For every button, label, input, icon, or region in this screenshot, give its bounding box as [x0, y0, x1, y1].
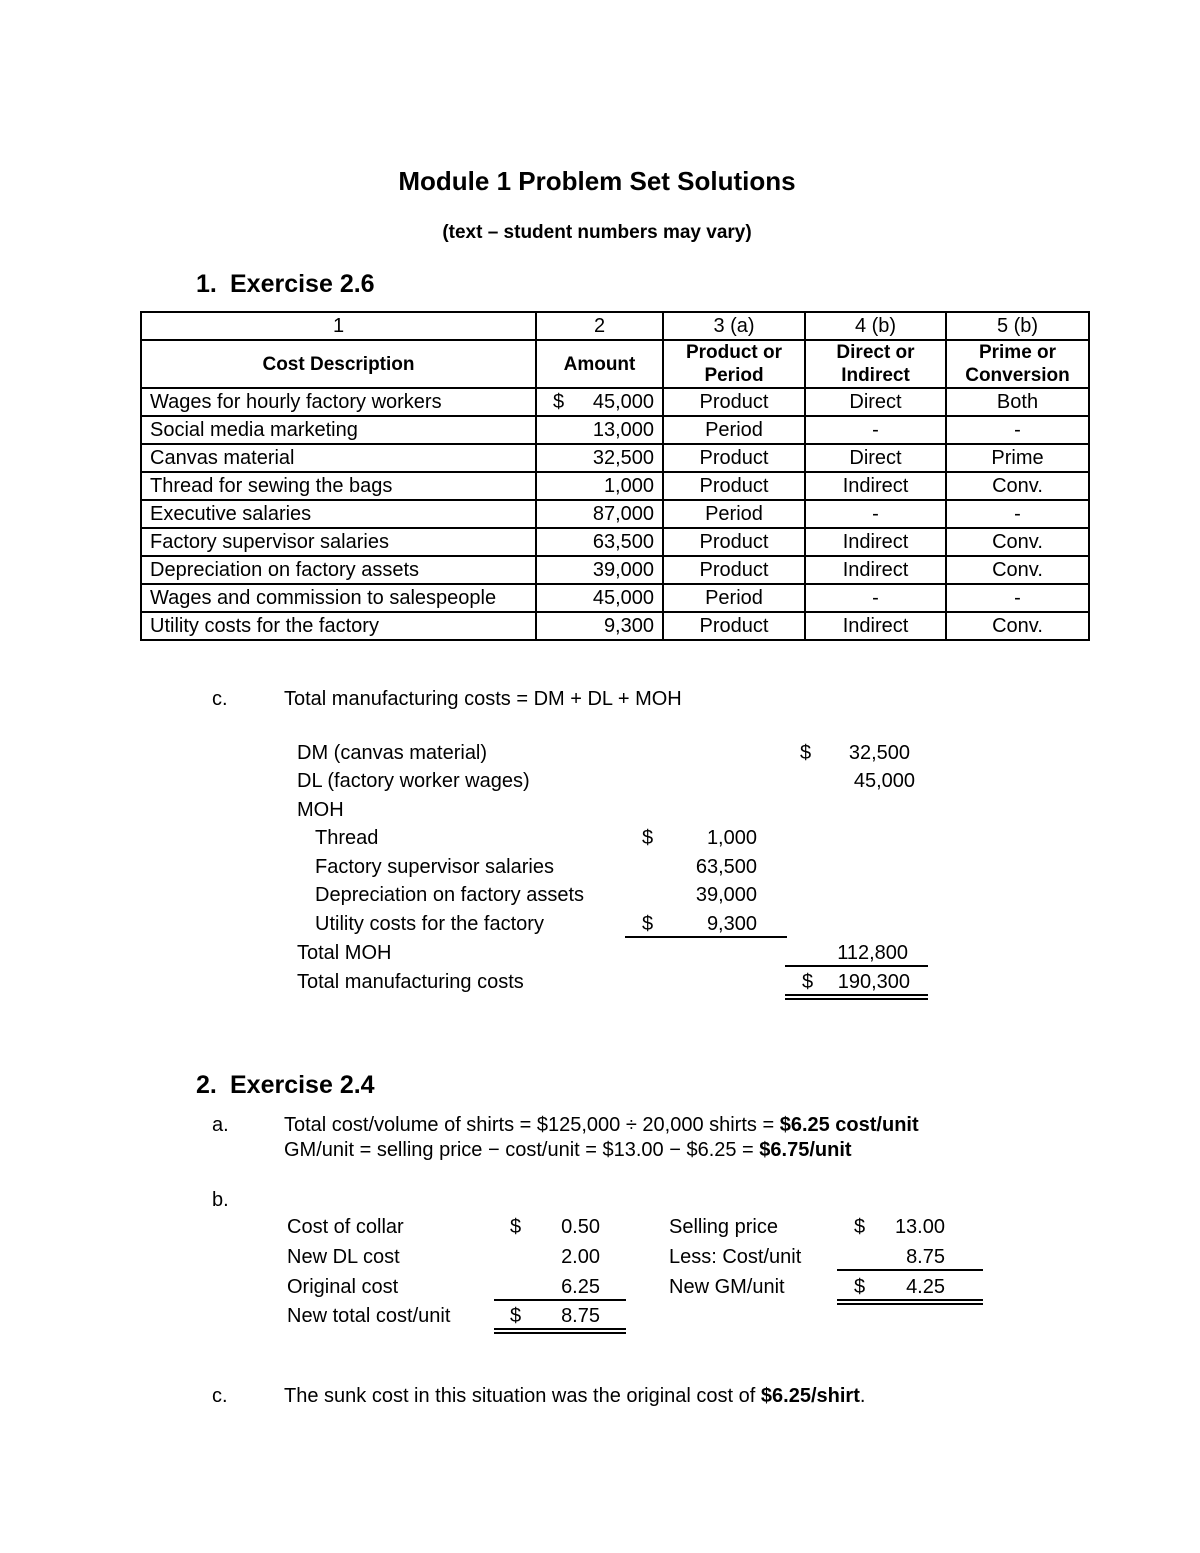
thread-value: 1,000	[706, 827, 757, 849]
total-moh-label: Total MOH	[297, 942, 392, 964]
utility-value: 9,300	[706, 913, 757, 935]
part-a-label: a.	[212, 1114, 229, 1136]
prime-or-conversion: Conv.	[946, 472, 1089, 500]
collar-currency: $	[510, 1216, 522, 1238]
original-cost-value: 6.25	[561, 1276, 600, 1298]
header-product-or-period	[663, 340, 805, 388]
utility-label: Utility costs for the factory	[315, 913, 544, 935]
header-direct-or-indirect	[805, 340, 946, 388]
new-gm-value: 4.25	[906, 1276, 945, 1298]
direct-or-indirect: Indirect	[805, 528, 946, 556]
exercise-2-number: 2.	[196, 1071, 217, 1099]
header-prime-or-conversion	[946, 340, 1089, 388]
product-or-period: Period	[663, 584, 805, 612]
dm-label: DM (canvas material)	[297, 742, 488, 764]
gm-per-unit-text: GM/unit = selling price − cost/unit = $13.00 − $6.25 =	[284, 1139, 760, 1161]
new-gm-currency: $	[854, 1276, 866, 1298]
prime-or-conversion: Both	[946, 388, 1089, 416]
amount-value: 45,000	[592, 391, 654, 413]
dl-value: 45,000	[853, 770, 915, 792]
depreciation-value: 39,000	[695, 884, 757, 906]
table-row	[141, 472, 1089, 500]
sunk-cost-text: The sunk cost in this situation was the original cost of	[284, 1385, 761, 1407]
total-moh-underline	[785, 965, 928, 967]
thread-label: Thread	[315, 827, 379, 849]
total-moh-value: 112,800	[837, 942, 908, 964]
direct-or-indirect: Indirect	[805, 612, 946, 640]
exercise-2-heading: Exercise 2.4	[230, 1071, 375, 1099]
header-cost-description: Cost Description	[141, 340, 536, 388]
left-subtotal-underline	[494, 1299, 626, 1301]
total-double-underline-top	[785, 994, 928, 996]
page-subtitle: (text – student numbers may vary)	[442, 222, 752, 243]
part-a-line-1	[284, 1114, 919, 1137]
cost-description: Canvas material	[141, 444, 536, 472]
part-a-line-2	[284, 1139, 852, 1162]
cost-amount: 45,000	[536, 584, 663, 612]
prime-or-conversion: -	[946, 416, 1089, 444]
col-number-2: 2	[536, 312, 663, 340]
cost-description: Depreciation on factory assets	[141, 556, 536, 584]
header-di-line1: Direct or	[836, 342, 915, 363]
selling-price-currency: $	[854, 1216, 866, 1238]
right-subtotal-underline	[837, 1269, 983, 1271]
table-row	[141, 556, 1089, 584]
header-pc-line2: Conversion	[965, 365, 1070, 386]
new-total-cost-value: 8.75	[561, 1305, 600, 1327]
product-or-period: Product	[663, 472, 805, 500]
cost-amount: 32,500	[536, 444, 663, 472]
cost-amount: 9,300	[536, 612, 663, 640]
table-row	[141, 528, 1089, 556]
new-dl-value: 2.00	[561, 1246, 600, 1268]
part-c-label: c.	[212, 688, 228, 710]
table-row	[141, 444, 1089, 472]
direct-or-indirect: -	[805, 584, 946, 612]
table-row	[141, 500, 1089, 528]
table-row	[141, 416, 1089, 444]
cost-description: Wages for hourly factory workers	[141, 388, 536, 416]
moh-subtotal-underline	[625, 936, 787, 938]
cost-classification-table	[140, 311, 1090, 641]
header-pc-line1: Prime or	[978, 342, 1057, 363]
right-total-double-underline-bottom	[837, 1303, 983, 1305]
exercise-1-heading: Exercise 2.6	[230, 270, 375, 298]
product-or-period: Period	[663, 416, 805, 444]
right-total-double-underline-top	[837, 1299, 983, 1301]
product-or-period: Product	[663, 528, 805, 556]
depreciation-label: Depreciation on factory assets	[315, 884, 585, 906]
cost-description: Factory supervisor salaries	[141, 528, 536, 556]
header-amount: Amount	[536, 340, 663, 388]
ex2-part-c-label: c.	[212, 1385, 228, 1407]
header-pp-line1: Product or	[685, 342, 783, 363]
direct-or-indirect: -	[805, 500, 946, 528]
col-number-5: 5 (b)	[946, 312, 1089, 340]
sunk-cost-period: .	[859, 1385, 866, 1407]
page-title: Module 1 Problem Set Solutions	[398, 166, 796, 196]
prime-or-conversion: Conv.	[946, 556, 1089, 584]
dl-label: DL (factory worker wages)	[297, 770, 530, 792]
utility-currency: $	[642, 913, 654, 935]
product-or-period: Product	[663, 444, 805, 472]
header-pp-line2: Period	[704, 365, 764, 386]
direct-or-indirect: Indirect	[805, 472, 946, 500]
selling-price-label: Selling price	[669, 1216, 778, 1238]
prime-or-conversion: Prime	[946, 444, 1089, 472]
cost-description: Thread for sewing the bags	[141, 472, 536, 500]
header-di-line2: Indirect	[841, 365, 910, 386]
total-manufacturing-currency: $	[802, 971, 814, 993]
cost-description: Utility costs for the factory	[141, 612, 536, 640]
prime-or-conversion: -	[946, 500, 1089, 528]
table-row	[141, 612, 1089, 640]
currency-symbol: $	[553, 391, 565, 413]
thread-currency: $	[642, 827, 654, 849]
direct-or-indirect: -	[805, 416, 946, 444]
cost-amount: 63,500	[536, 528, 663, 556]
prime-or-conversion: Conv.	[946, 612, 1089, 640]
cost-amount: 39,000	[536, 556, 663, 584]
less-cost-label: Less: Cost/unit	[669, 1246, 802, 1268]
product-or-period: Product	[663, 612, 805, 640]
collar-label: Cost of collar	[287, 1216, 404, 1238]
cost-per-unit-answer: $6.25 cost/unit	[779, 1114, 919, 1136]
cost-description: Executive salaries	[141, 500, 536, 528]
cost-amount: 13,000	[536, 416, 663, 444]
cost-description: Social media marketing	[141, 416, 536, 444]
product-or-period: Period	[663, 500, 805, 528]
col-number-1: 1	[141, 312, 536, 340]
collar-value: 0.50	[561, 1216, 600, 1238]
direct-or-indirect: Direct	[805, 388, 946, 416]
column-number-row	[141, 312, 1089, 340]
cost-description: Wages and commission to salespeople	[141, 584, 536, 612]
prime-or-conversion: -	[946, 584, 1089, 612]
cost-amount: 87,000	[536, 500, 663, 528]
product-or-period: Product	[663, 388, 805, 416]
new-gm-label: New GM/unit	[669, 1276, 785, 1298]
prime-or-conversion: Conv.	[946, 528, 1089, 556]
cost-per-unit-text: Total cost/volume of shirts = $125,000 ÷ 20,000 shirts =	[284, 1114, 780, 1136]
selling-price-value: 13.00	[894, 1216, 945, 1238]
new-total-cost-label: New total cost/unit	[287, 1305, 451, 1327]
cost-amount: 1,000	[536, 472, 663, 500]
column-header-row	[141, 340, 1089, 388]
sunk-cost-answer: $6.25/shirt	[760, 1385, 860, 1407]
left-total-double-underline-bottom	[494, 1332, 626, 1334]
left-total-double-underline-top	[494, 1328, 626, 1330]
direct-or-indirect: Direct	[805, 444, 946, 472]
less-cost-value: 8.75	[906, 1246, 945, 1268]
total-double-underline-bottom	[785, 998, 928, 1000]
part-c-formula: Total manufacturing costs = DM + DL + MOH	[284, 688, 682, 710]
dm-currency: $	[800, 742, 812, 764]
total-manufacturing-label: Total manufacturing costs	[297, 971, 524, 993]
supervisor-value: 63,500	[695, 856, 757, 878]
original-cost-label: Original cost	[287, 1276, 399, 1298]
table-row	[141, 584, 1089, 612]
cost-amount	[536, 388, 663, 416]
part-b-label: b.	[212, 1189, 229, 1211]
moh-label: MOH	[297, 799, 344, 821]
gm-per-unit-answer: $6.75/unit	[759, 1139, 852, 1161]
total-manufacturing-value: 190,300	[837, 971, 910, 993]
new-total-cost-currency: $	[510, 1305, 522, 1327]
product-or-period: Product	[663, 556, 805, 584]
table-row	[141, 388, 1089, 416]
dm-value: 32,500	[848, 742, 910, 764]
col-number-4: 4 (b)	[805, 312, 946, 340]
new-dl-label: New DL cost	[287, 1246, 400, 1268]
sunk-cost-statement	[284, 1385, 865, 1408]
col-number-3: 3 (a)	[663, 312, 805, 340]
direct-or-indirect: Indirect	[805, 556, 946, 584]
exercise-1-number: 1.	[196, 270, 217, 298]
supervisor-label: Factory supervisor salaries	[315, 856, 554, 878]
